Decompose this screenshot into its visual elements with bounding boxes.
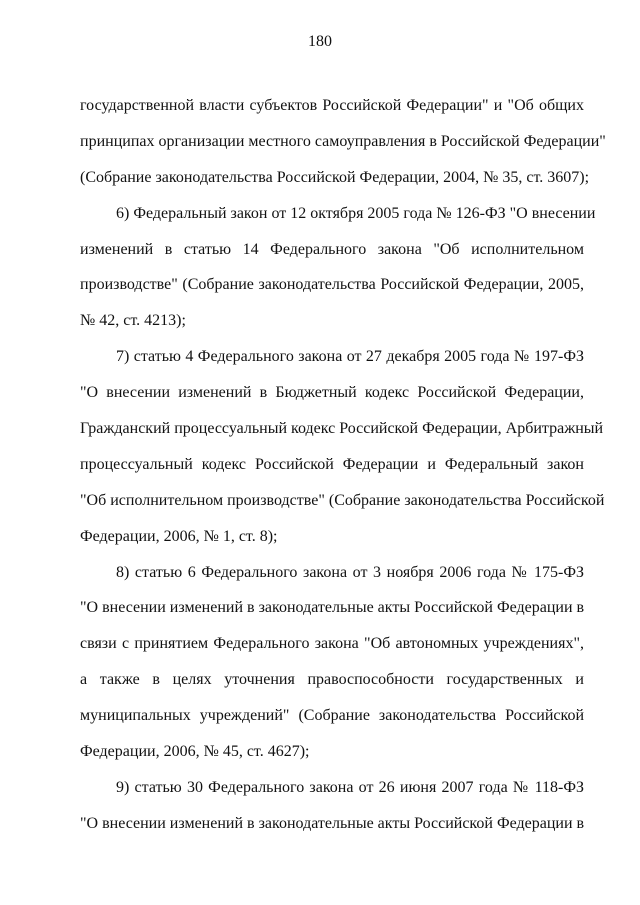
text-line: (Собрание законодательства Российской Федерации, 2004, № 35, ст. 3607); (80, 168, 590, 186)
text-line: "О внесении изменений в законодательные акты Российской Федерации в (80, 599, 585, 617)
paragraph (80, 555, 584, 770)
text-line: принципах организации местного самоуправления в Российской Федерации" (80, 132, 606, 150)
text-line: 8) статью 6 Федерального закона от 3 ноября 2006 года № 175-ФЗ (116, 563, 584, 581)
paragraph (80, 770, 584, 842)
text-line: № 42, ст. 4213); (80, 312, 186, 330)
page-number: 180 (308, 33, 332, 50)
text-line: производстве" (Собрание законодательства Российской Федерации, 2005, (80, 276, 584, 294)
document-body (80, 88, 606, 842)
text-line: Федерации, 2006, № 1, ст. 8); (80, 527, 278, 545)
text-line: изменений в статью 14 Федерального закона "Об исполнительном (80, 240, 584, 258)
text-line: 7) статью 4 Федерального закона от 27 декабря 2005 года № 197-ФЗ (116, 348, 584, 366)
text-line: Федерации, 2006, № 45, ст. 4627); (80, 743, 310, 761)
text-line: 9) статью 30 Федерального закона от 26 июня 2007 года № 118-ФЗ (116, 778, 584, 796)
text-line: 6) Федеральный закон от 12 октября 2005 года № 126-ФЗ "О внесении (116, 204, 596, 222)
paragraph (80, 196, 596, 340)
text-line: связи с принятием Федерального закона "Об автономных учреждениях", (80, 635, 584, 653)
text-line: государственной власти субъектов Российской Федерации" и "Об общих (80, 97, 584, 114)
text-line: а также в целях уточнения правоспособности государственных и (80, 671, 584, 689)
text-line: Гражданский процессуальный кодекс Российской Федерации, Арбитражный (80, 420, 604, 438)
paragraph (80, 339, 605, 554)
text-line: муниципальных учреждений" (Собрание законодательства Российской (80, 707, 584, 725)
text-line: "О внесении изменений в Бюджетный кодекс Российской Федерации, (80, 384, 584, 402)
text-line: процессуальный кодекс Российской Федерации и Федеральный закон (80, 455, 584, 473)
text-line: "О внесении изменений в законодательные акты Российской Федерации в (80, 814, 585, 832)
paragraph (80, 88, 606, 196)
text-line: "Об исполнительном производстве" (Собрание законодательства Российской (80, 491, 605, 509)
